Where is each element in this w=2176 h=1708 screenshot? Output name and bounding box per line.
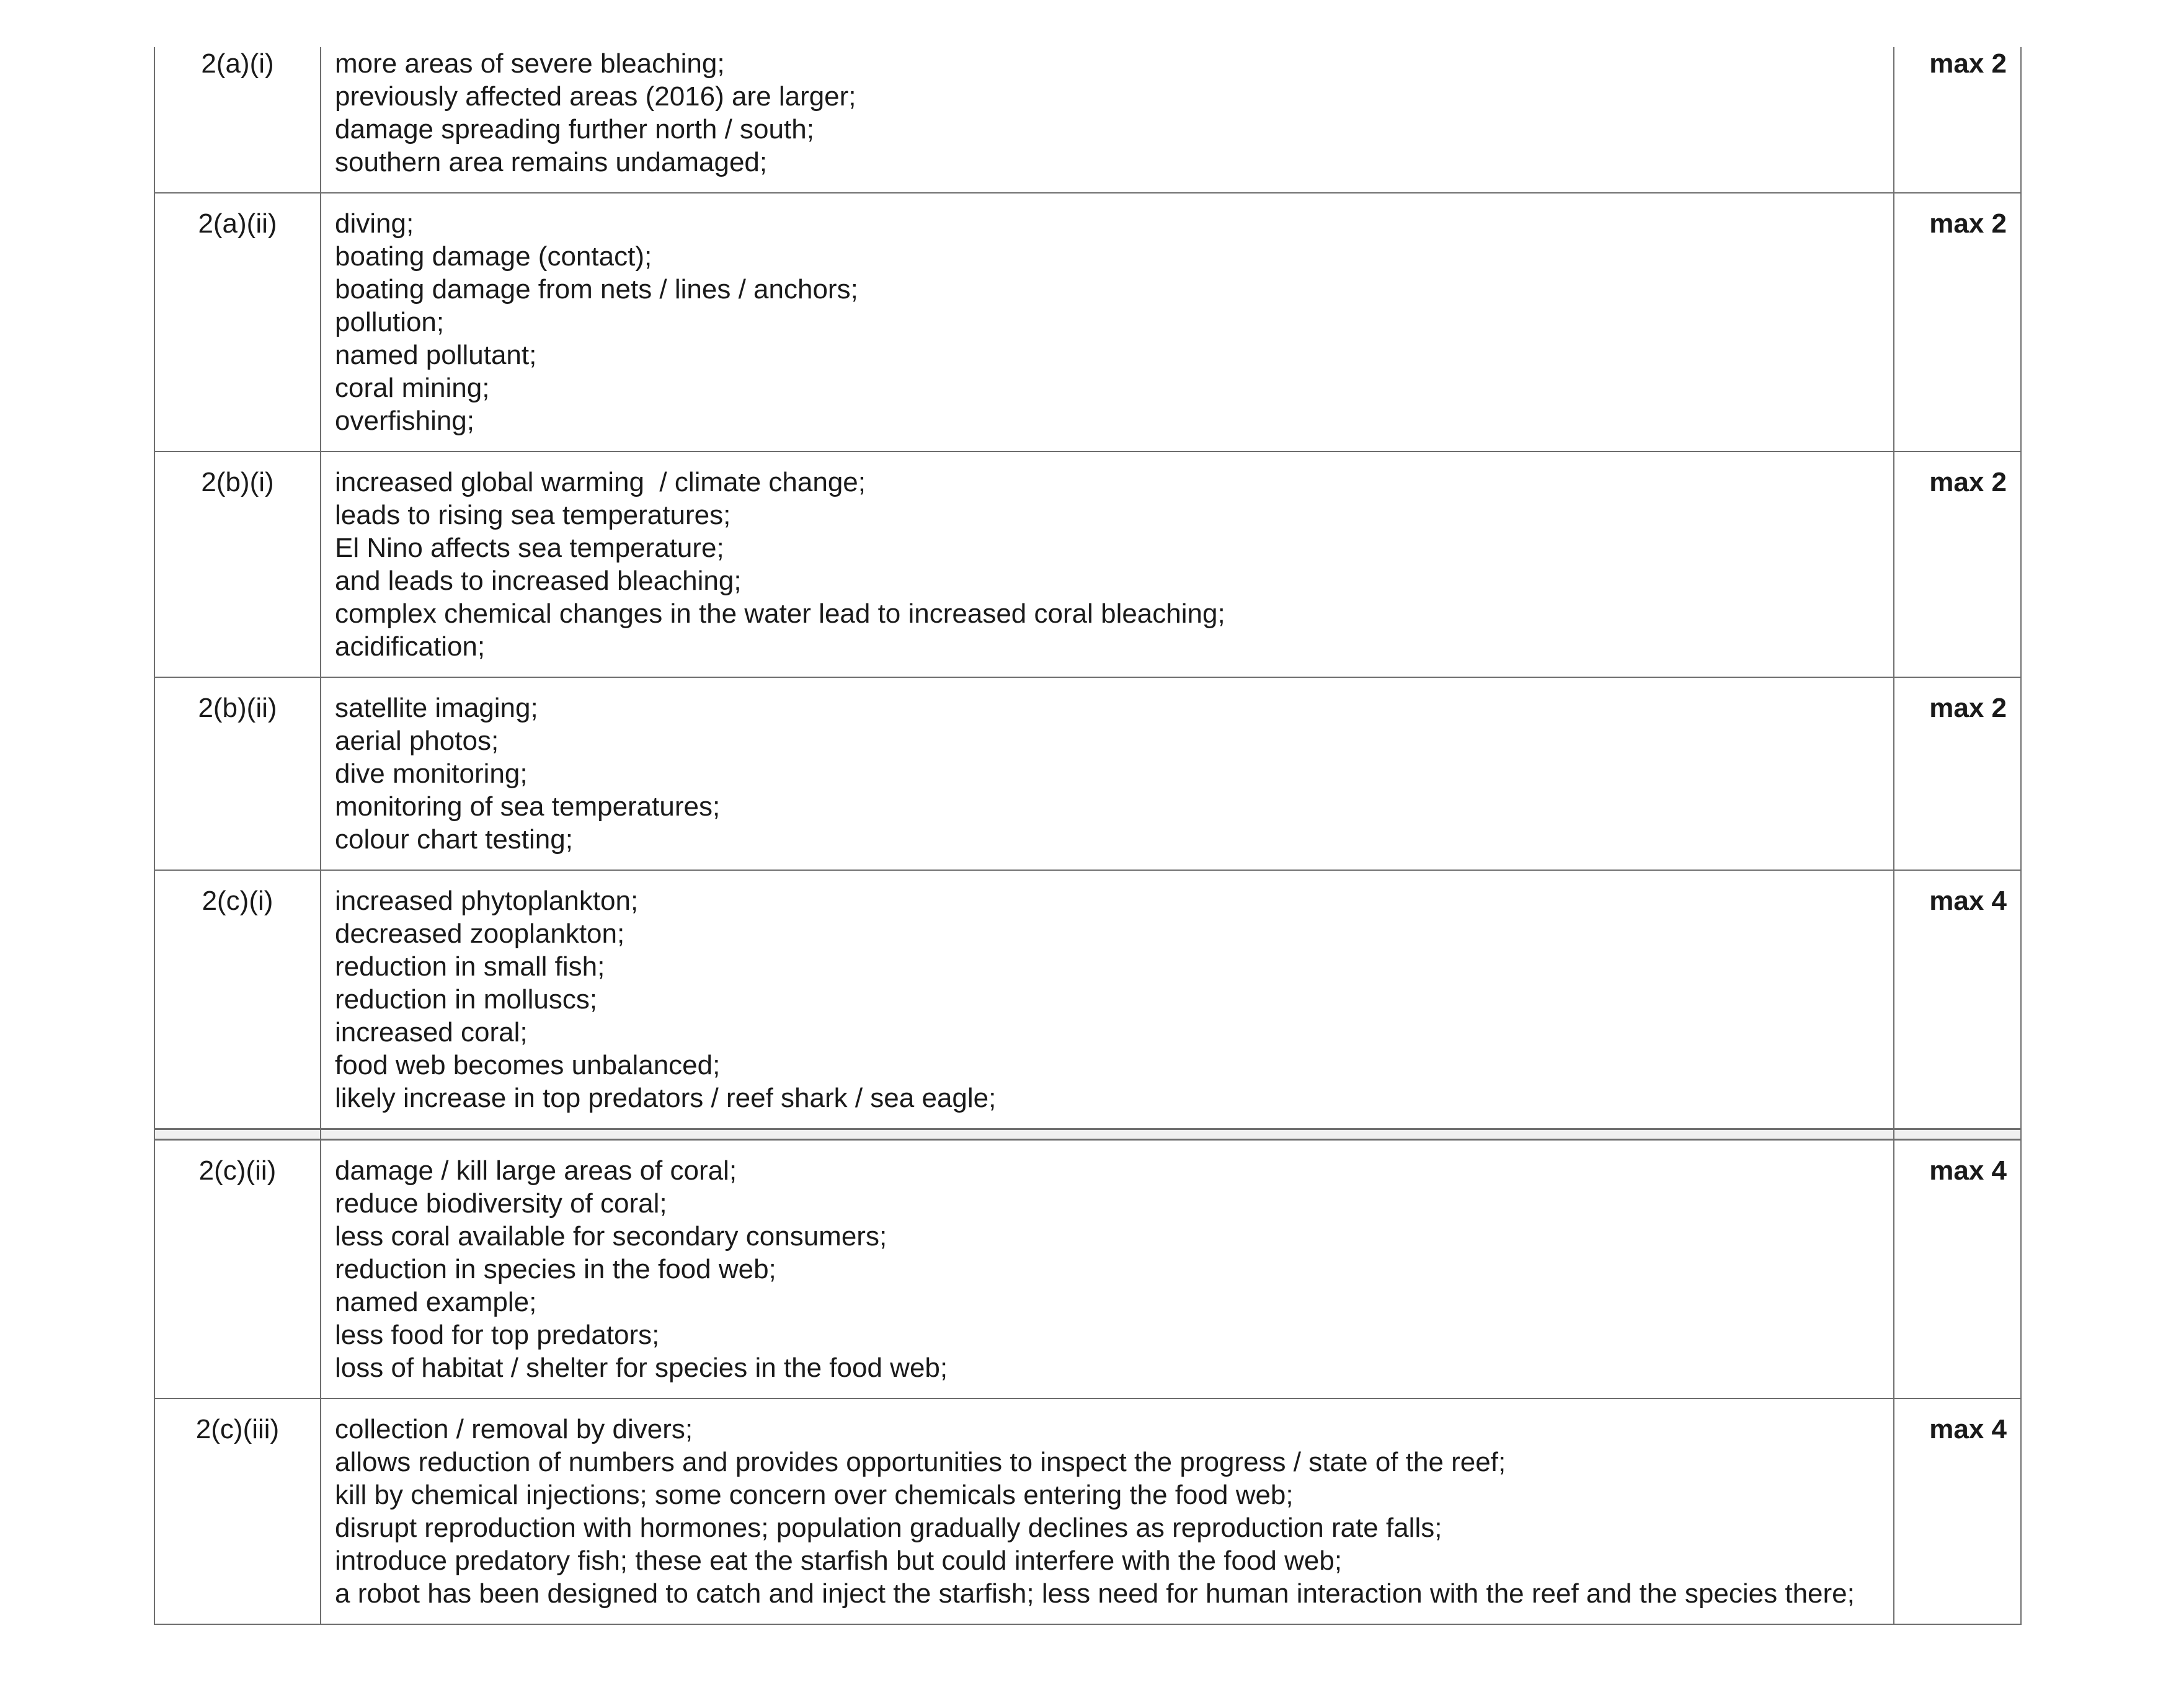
answer-line: more areas of severe bleaching; [335,48,725,79]
answer-cell [321,47,1894,193]
answer-line: overfishing; [335,406,475,436]
answer-line: acidification; [335,631,486,662]
mark-scheme-row [154,677,2021,870]
answer-line: southern area remains undamaged; [335,147,768,177]
answer-line: less coral available for secondary consumers; [335,1221,887,1252]
marks-value: max 2 [1929,693,2007,723]
answer-line: likely increase in top predators / reef shark / sea eagle; [335,1083,997,1113]
question-number-cell [154,47,321,193]
answer-line: disrupt reproduction with hormones; population gradually declines as reproduction rate falls; [335,1513,1442,1543]
answer-cell [321,1140,1894,1399]
question-number-cell [154,451,321,677]
mark-scheme-row [154,47,2021,193]
mark-scheme-row [154,1399,2021,1624]
answer-line: increased phytoplankton; [335,886,639,916]
answer-line: increased coral; [335,1017,528,1047]
answer-cell [321,451,1894,677]
answer-line: introduce predatory fish; these eat the starfish but could interfere with the food web; [335,1546,1343,1576]
answer-line: named example; [335,1287,537,1317]
answer-line: damage spreading further north / south; [335,114,814,145]
answer-line: monitoring of sea temperatures; [335,791,721,822]
answer-line: boating damage (contact); [335,241,652,272]
answer-cell [321,870,1894,1129]
marks-value: max 2 [1929,467,2007,497]
answer-line: named pollutant; [335,340,537,370]
mark-scheme-body [154,47,2021,1624]
answer-line: boating damage from nets / lines / anchors; [335,274,858,305]
answer-cell [321,677,1894,870]
answer-line: kill by chemical injections; some concern over chemicals entering the food web; [335,1480,1294,1510]
marks-cell [1894,1140,2021,1399]
answer-cell [321,1399,1894,1624]
answer-line: satellite imaging; [335,693,538,723]
answer-line: food web becomes unbalanced; [335,1050,721,1080]
answer-line: collection / removal by divers; [335,1414,693,1444]
marks-cell [1894,451,2021,677]
question-number-cell [154,193,321,451]
answer-cell [321,193,1894,451]
question-number: 2(b)(i) [201,467,274,497]
answer-line: less food for top predators; [335,1320,660,1350]
question-number: 2(c)(ii) [198,1155,277,1186]
marks-cell [1894,677,2021,870]
answer-line: allows reduction of numbers and provides opportunities to inspect the progress / state of the reef; [335,1447,1506,1477]
question-number-cell [154,1140,321,1399]
answer-line: decreased zooplankton; [335,918,625,949]
question-number: 2(b)(ii) [198,693,277,723]
question-number-cell [154,870,321,1129]
answer-line: complex chemical changes in the water lead to increased coral bleaching; [335,598,1225,629]
question-number-cell [154,677,321,870]
answer-line: diving; [335,208,414,239]
marks-value: max 4 [1929,1155,2007,1186]
marks-value: max 4 [1929,1414,2007,1444]
marks-cell [1894,193,2021,451]
answer-line: damage / kill large areas of coral; [335,1155,737,1186]
answer-line: dive monitoring; [335,758,528,789]
question-number: 2(c)(iii) [195,1414,280,1444]
question-number: 2(a)(ii) [198,208,277,239]
marks-value: max 4 [1929,886,2007,916]
answer-line: reduction in species in the food web; [335,1254,776,1284]
answer-line: increased global warming / climate change; [335,467,866,497]
answer-line: reduction in small fish; [335,951,605,982]
answer-line: previously affected areas (2016) are larger; [335,81,856,112]
answer-line: El Nino affects sea temperature; [335,533,724,563]
marks-cell [1894,1399,2021,1624]
answer-line: and leads to increased bleaching; [335,566,742,596]
marks-value: max 2 [1929,48,2007,79]
mark-scheme-row [154,193,2021,451]
answer-line: reduction in molluscs; [335,984,598,1015]
marks-cell [1894,870,2021,1129]
answer-line: a robot has been designed to catch and inject the starfish; less need for human interaction with the reef and the species there; [335,1578,1855,1609]
marks-value: max 2 [1929,208,2007,239]
mark-scheme-row [154,451,2021,677]
answer-line: loss of habitat / shelter for species in the food web; [335,1353,948,1383]
table-break-separator [154,1129,2021,1140]
mark-scheme-row [154,1140,2021,1399]
marks-cell [1894,47,2021,193]
answer-line: reduce biodiversity of coral; [335,1188,667,1219]
answer-line: leads to rising sea temperatures; [335,500,731,530]
answer-line: pollution; [335,307,445,337]
answer-line: coral mining; [335,373,490,403]
mark-scheme-table [154,47,2022,1625]
question-number-cell [154,1399,321,1624]
answer-line: aerial photos; [335,726,499,756]
mark-scheme-row [154,870,2021,1129]
mark-scheme-page [154,47,2020,1625]
answer-line: colour chart testing; [335,824,573,855]
question-number: 2(a)(i) [201,48,274,79]
question-number: 2(c)(i) [202,886,273,916]
